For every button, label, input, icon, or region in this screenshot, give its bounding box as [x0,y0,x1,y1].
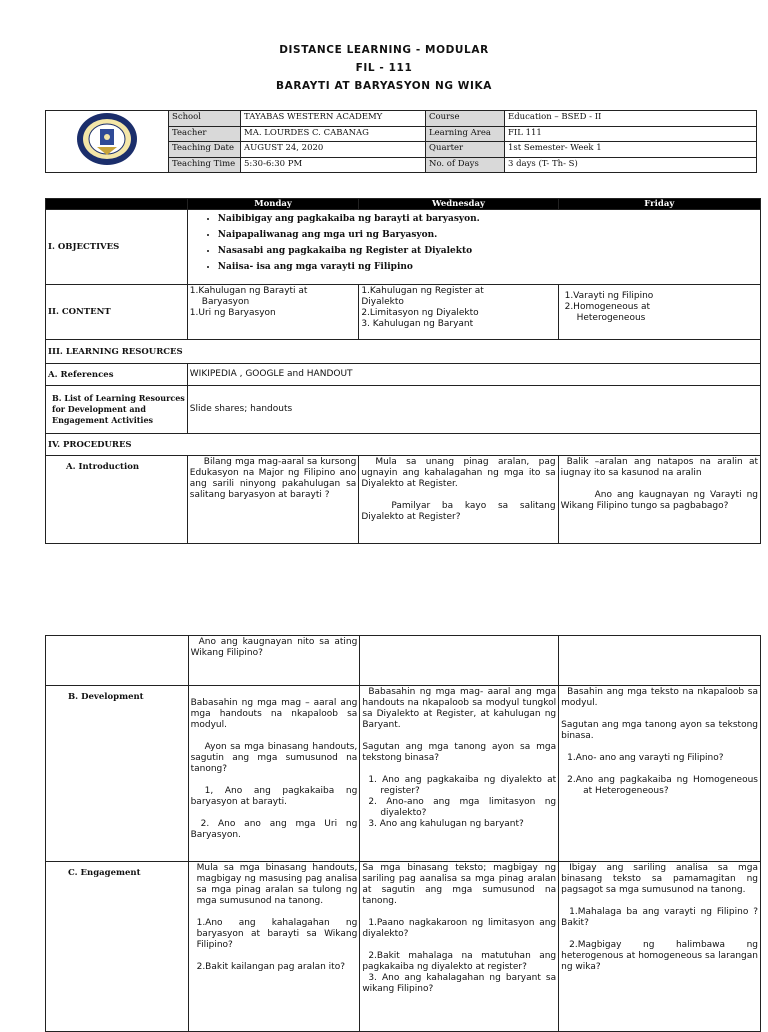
intro-wednesday [359,456,558,544]
objectives-cell [187,210,760,285]
introduction-label: A. Introduction [46,456,188,544]
cont-empty [360,636,559,686]
eng-para: Mula sa mga binasang handouts, magbigay ng masusing pag analisa sa mga pinag aralan sa tulong ng mga sumusunod na tanong. [196,863,358,906]
days-label: No. of Days [426,157,505,173]
content-line: Heterogeneous [576,313,646,323]
content-label: II. CONTENT [46,285,188,340]
time-label: Teaching Time [169,157,241,173]
objectives-label: I. OBJECTIVES [46,210,188,285]
course-value: Education – BSED - II [505,111,757,127]
intro-para: Pamilyar ba kayo sa salitang Diyalekto at Register? [361,501,556,522]
header-subtitle: BARAYTI AT BARYASYON NG WIKA [276,80,492,92]
date-value: AUGUST 24, 2020 [241,142,426,158]
engagement-friday [559,862,761,1032]
objective-item: • Naibibigay ang pagkakaiba ng barayti at baryasyon. [218,211,758,227]
day-friday: Friday [558,199,760,210]
eng-para: 1.Paano nagkakaroon ng limitasyon ang diyalekto? [362,918,557,939]
course-label: Course [426,111,505,127]
content-line: 1.Uri ng Baryasyon [189,308,276,318]
content-line: 1.Kahulugan ng Barayti at [189,286,308,296]
intro-para: Balik –aralan ang natapos na aralin at iugnay ito sa kasunod na aralin [560,457,758,478]
engagement-label: C. Engagement [46,862,189,1032]
content-wednesday [359,285,558,340]
eng-para: 2.Magbigay ng halimbawa ng heterogenous at homogeneous sa larangan ng wika? [561,940,758,972]
day-wednesday: Wednesday [359,199,558,210]
content-line: Baryasyon [201,297,250,307]
intro-friday [558,456,760,544]
dev-para: 1.Ano- ano ang varayti ng Filipino? [567,753,724,763]
dev-para: Babasahin ng mga mag – aaral ang mga handouts na nkapaloob sa modyul. [190,698,358,730]
dev-para: 2. Ano-ano ang mga limitasyon ng diyalekto? [368,797,557,818]
procedures-label: IV. PROCEDURES [46,434,761,456]
references-value: WIKIPEDIA , GOOGLE and HANDOUT [187,364,760,386]
engagement-monday [188,862,360,1032]
content-line: Diyalekto [361,297,404,307]
content-line: 2.Limitasyon ng Diyalekto [361,308,479,318]
date-label: Teaching Date [169,142,241,158]
teacher-label: Teacher [169,126,241,142]
objective-item: • Naipapaliwanag ang mga uri ng Baryasyon. [218,227,758,243]
development-label: B. Development [46,686,189,862]
time-value: 5:30-6:30 PM [241,157,426,173]
cont-empty [46,636,189,686]
list-value: Slide shares; handouts [187,386,760,434]
seal-icon [75,111,139,167]
header-title: DISTANCE LEARNING - MODULAR [279,44,489,56]
dev-para: 1, Ano ang pagkakaiba ng baryasyon at barayti. [190,786,358,807]
eng-para: 1.Ano ang kahalagahan ng baryasyon at barayti sa Wikang Filipino? [196,918,358,950]
dev-para: Sagutan ang mga tanong ayon sa mga tekstong binasa? [362,742,557,763]
references-label: A. References [46,364,188,386]
eng-para: 3. Ano ang kahalagahan ng baryant sa wikang Filipino? [362,973,557,994]
content-line: 3. Kahulugan ng Baryant [361,319,474,329]
intro-monday: Bilang mga mag-aaral sa kursong Edukasyon na Major ng Filipino ano ang sarili ninyong pakahulugan sa salitang baryasyon at barayti ? [187,456,359,544]
school-label: School [169,111,241,127]
day-monday: Monday [187,199,359,210]
content-friday [558,285,760,340]
dev-para: Sagutan ang mga tanong ayon sa tekstong binasa. [561,720,758,741]
resources-label: III. LEARNING RESOURCES [46,340,761,364]
development-monday [188,686,360,862]
teacher-value: MA. LOURDES C. CABANAG [241,126,426,142]
content-line: 2.Homogeneous at [564,302,651,312]
content-line: 1.Kahulugan ng Register at [361,286,484,296]
area-label: Learning Area [426,126,505,142]
intro-monday-continued: Ano ang kaugnayan nito sa ating Wikang Filipino? [188,636,360,686]
school-value: TAYABAS WESTERN ACADEMY [241,111,426,127]
dev-para: 3. Ano ang kahulugan ng baryant? [368,819,524,829]
content-line: 1.Varayti ng Filipino [564,291,654,301]
header-course: FIL - 111 [355,62,413,74]
cont-empty [559,636,761,686]
content-monday [187,285,359,340]
eng-para: Ibigay ang sariling analisa sa mga binasang teksto sa pamamagitan ng pagsagot sa mga sumusunod na tanong. [561,863,758,895]
school-logo [46,111,169,173]
development-friday [559,686,761,862]
intro-para: Mula sa unang pinag aralan, pag ugnayin ang kahalagahan ng mga ito sa Diyalekto at Register. [361,457,556,489]
lesson-plan-table-continued [45,635,761,1032]
dev-para: Ayon sa mga binasang handouts, sagutin ang mga sumusunod na tanong? [190,742,358,774]
intro-para: Ano ang kaugnayan ng Varayti ng Wikang Filipino tungo sa pagbabago? [560,490,758,511]
dev-para: 2.Ano ang pagkakaiba ng Homogeneous at Heterogeneous? [567,775,758,796]
eng-para: 2.Bakit mahalaga na matutuhan ang pagkakaiba ng diyalekto at register? [362,951,557,972]
objective-item: • Nasasabi ang pagkakaiba ng Register at Diyalekto [218,243,758,259]
engagement-wednesday [360,862,559,1032]
eng-para: 1.Mahalaga ba ang varayti ng Filipino ? Bakit? [561,907,758,928]
days-value: 3 days (T- Th- S) [505,157,757,173]
dev-para: Basahin ang mga teksto na nkapaloob sa modyul. [561,687,758,708]
quarter-label: Quarter [426,142,505,158]
dev-para: 1. Ano ang pagkakaiba ng diyalekto at register? [368,775,557,796]
list-label: B. List of Learning Resources for Development and Engagement Activities [46,386,188,434]
eng-para: Sa mga binasang teksto; magbigay ng sariling pag aanalisa sa mga pinag aralan at sagutin ang mga sumusunod na tanong. [362,863,557,906]
header-empty [46,199,188,210]
development-wednesday [360,686,559,862]
eng-para: 2.Bakit kailangan pag aralan ito? [196,962,345,972]
objective-item: • Naiisa- isa ang mga varayti ng Filipino [218,259,758,275]
area-value: FIL 111 [505,126,757,142]
quarter-value: 1st Semester- Week 1 [505,142,757,158]
dev-para: Babasahin ng mga mag- aaral ang mga handouts na nkapaloob sa modyul tungkol sa Diyalekto at Register, at kahulugan ng Baryant. [362,687,557,730]
info-table [45,110,757,173]
dev-para: 2. Ano ano ang mga Uri ng Baryasyon. [190,819,358,840]
lesson-plan-table [45,198,761,544]
